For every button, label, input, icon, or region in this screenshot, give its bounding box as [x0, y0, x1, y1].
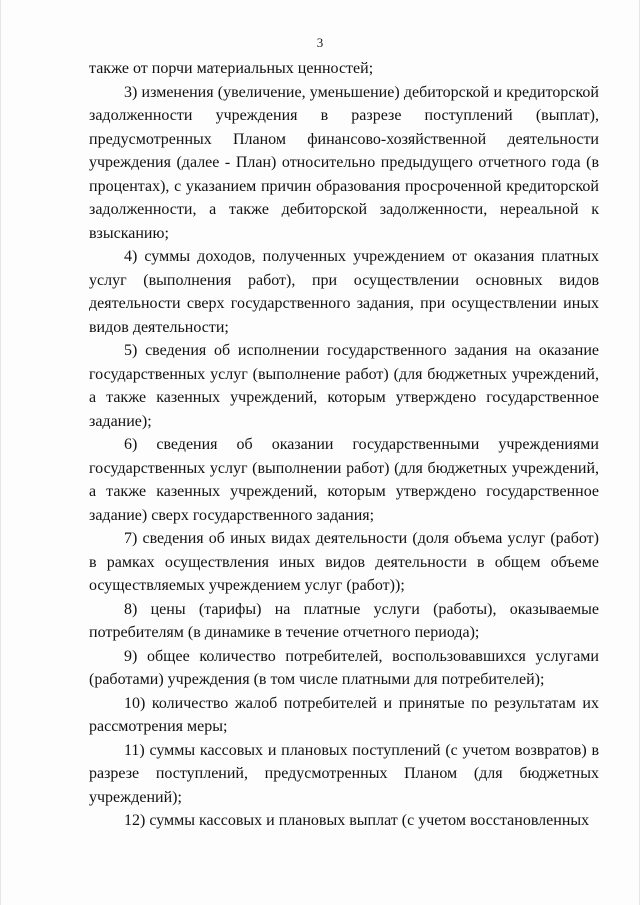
document-body [89, 57, 599, 833]
paragraph-item-3: 3) изменения (увеличение, уменьшение) дебиторской и кредиторской задолженности учреждения в разрезе поступлений (выплат), предусмотренных Планом финансово-хозяйственной деятельности учреждения (далее - План) относительно предыдущего отчетного года (в процентах), с указанием причин образования просроченной кредиторской задолженности, а также дебиторской задолженности, нереальной к взысканию; [89, 83, 599, 242]
paragraph-item-7: 7) сведения об иных видах деятельности (доля объема услуг (работ) в рамках осуществления иных видов деятельности в общем объеме осуществляемых учреждением услуг (работ)); [89, 530, 599, 594]
paragraph-item-9: 9) общее количество потребителей, воспользовавшихся услугами (работами) учреждения (в том числе платными для потребителей); [89, 647, 599, 688]
paragraph-item-8: 8) цены (тарифы) на платные услуги (работы), оказываемые потребителям (в динамике в течение отчетного периода); [89, 600, 599, 641]
paragraph-item-11: 11) суммы кассовых и плановых поступлений (с учетом возвратов) в разрезе поступлений, предусмотренных Планом (для бюджетных учреждений); [89, 741, 599, 806]
paragraph-continuation: также от порчи материальных ценностей; [89, 60, 374, 77]
paragraph-item-12: 12) суммы кассовых и плановых выплат (с учетом восстановленных [124, 812, 590, 829]
paragraph-item-5: 5) сведения об исполнении государственного задания на оказание государственных услуг (выполнение работ) (для бюджетных учреждений, а также казенных учреждений, которым утверждено государственное задание); [89, 342, 599, 430]
paragraph-item-10: 10) количество жалоб потребителей и принятые по результатам их рассмотрения меры; [89, 694, 599, 735]
page-number: 3 [316, 35, 324, 50]
paragraph-item-6: 6) сведения об оказании государственными учреждениями государственных услуг (выполнении работ) (для бюджетных учреждений, а также казенных учреждений, которым утверждено государственное задание) сверх государственного задания; [89, 436, 599, 524]
paragraph-item-4: 4) суммы доходов, полученных учреждением от оказания платных услуг (выполнения работ), при осуществлении основных видов деятельности сверх государственного задания, при осуществлении иных видов деятельности; [89, 248, 599, 336]
